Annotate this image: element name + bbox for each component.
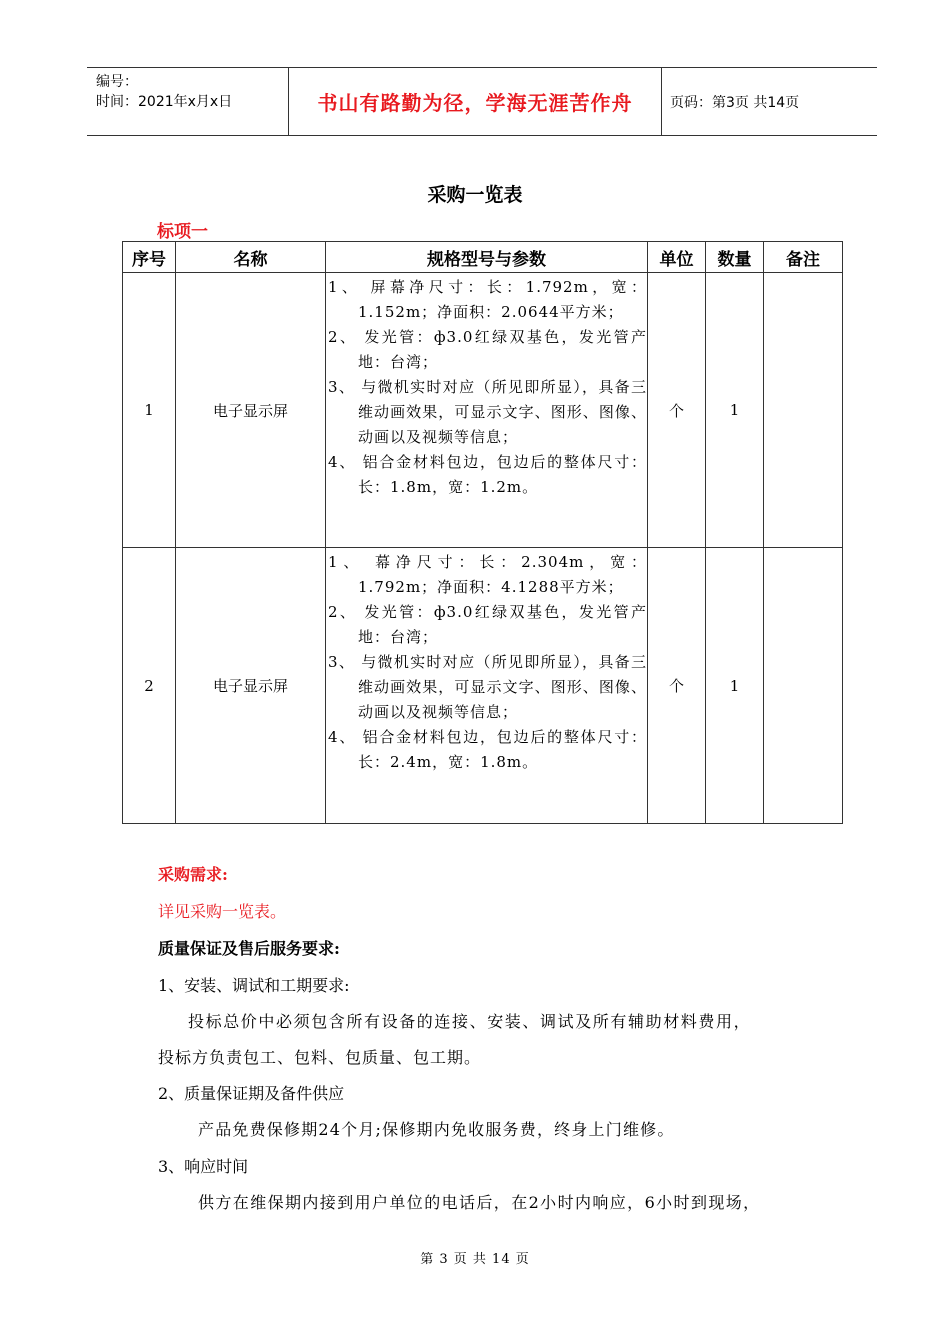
cell-unit: 个 [648, 273, 706, 548]
header-cell-name: 名称 [176, 242, 326, 273]
header-motto: 书山有路勤为径，学海无涯苦作舟 [288, 68, 662, 135]
spec-item: 4、 铝合金材料包边，包边后的整体尺寸：长：1.8m，宽：1.2m。 [328, 453, 647, 496]
spec-item: 1、 幕净尺寸：长：2.304m，宽：1.792m；净面积：4.1288平方米； [328, 553, 647, 596]
item1-line1: 投标总价中必须包含所有设备的连接、安装、调试及所有辅助材料费用， [188, 1012, 752, 1031]
spec-item: 3、 与微机实时对应（所见即所显），具备三维动画效果，可显示文字、图形、图像、动画以及视频等信息； [328, 378, 647, 446]
cell-index: 2 [123, 548, 176, 824]
cell-index: 1 [123, 273, 176, 548]
header-cell-quantity: 数量 [706, 242, 764, 273]
spec-item: 2、 发光管：ф3.0红绿双基色，发光管产地：台湾； [328, 328, 647, 371]
spec-item: 3、 与微机实时对应（所见即所显），具备三维动画效果，可显示文字、图形、图像、动画以及视频等信息； [328, 653, 647, 721]
time-label: 时间：2021年x月x日 [96, 94, 233, 110]
item2-text: 产品免费保修期24个月;保修期内免收服务费，终身上门维修。 [198, 1120, 675, 1139]
cell-remark [764, 548, 843, 824]
item3-title: 3、响应时间 [158, 1157, 249, 1176]
header-cell-unit: 单位 [648, 242, 706, 273]
table-header-row [123, 242, 843, 273]
cell-quantity: 1 [706, 273, 764, 548]
cell-specs [326, 548, 648, 824]
header-cell-specs: 规格型号与参数 [326, 242, 648, 273]
header-cell-index: 序号 [123, 242, 176, 273]
cell-remark [764, 273, 843, 548]
section-label: 标项一 [157, 222, 208, 242]
quality-heading: 质量保证及售后服务要求: [158, 939, 340, 958]
serial-label: 编号： [96, 74, 138, 90]
table-row [123, 548, 843, 824]
header-page-info: 页码：第3页 共14页 [670, 94, 800, 111]
spec-item: 1、 屏幕净尺寸：长：1.792m，宽：1.152m；净面积：2.0644平方米； [328, 278, 647, 321]
table-row [123, 273, 843, 548]
requirements-heading: 采购需求: [158, 865, 228, 884]
item1-title: 1、安装、调试和工期要求: [158, 976, 350, 995]
cell-name: 电子显示屏 [176, 273, 326, 548]
item3-text: 供方在维保期内接到用户单位的电话后，在2小时内响应，6小时到现场， [198, 1193, 761, 1212]
cell-quantity: 1 [706, 548, 764, 824]
spec-item: 2、 发光管：ф3.0红绿双基色，发光管产地：台湾； [328, 603, 647, 646]
item1-line2: 投标方负责包工、包料、包质量、包工期。 [158, 1048, 482, 1067]
spec-item: 4、 铝合金材料包边，包边后的整体尺寸：长：2.4m，宽：1.8m。 [328, 728, 647, 771]
page-header [87, 67, 877, 136]
document-title: 采购一览表 [427, 184, 523, 206]
requirements-text: 详见采购一览表。 [158, 902, 287, 921]
cell-unit: 个 [648, 548, 706, 824]
procurement-table [122, 241, 843, 824]
page-footer: 第 3 页 共 14 页 [420, 1252, 530, 1267]
item2-title: 2、质量保证期及备件供应 [158, 1084, 345, 1103]
header-cell-remark: 备注 [764, 242, 843, 273]
cell-specs [326, 273, 648, 548]
cell-name: 电子显示屏 [176, 548, 326, 824]
header-meta [87, 68, 288, 135]
